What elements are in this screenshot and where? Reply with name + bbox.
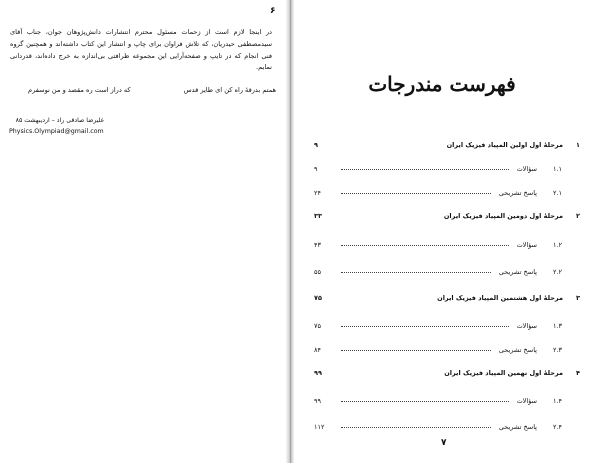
toc-page-number: ۷۵ <box>314 322 321 330</box>
left-page <box>0 0 286 463</box>
toc-section-row <box>294 423 590 435</box>
poem-first-hemistich: همتم بدرقهٔ راه کن ای طایر قدس <box>183 86 276 94</box>
toc-entry-label: سؤالات <box>516 322 537 330</box>
toc-dot-leader <box>341 350 491 351</box>
toc-entry-label: مرحلهٔ اول نهمین المپیاد فیزیک ایران <box>444 369 563 377</box>
toc-page-number: ۲۴ <box>314 189 321 197</box>
toc-page-number: ۹۹ <box>314 397 321 405</box>
toc-entry-label: مرحلهٔ اول اولین المپیاد فیزیک ایران <box>446 141 563 149</box>
toc-section-row <box>294 189 590 201</box>
toc-page-number: ۱۱۲ <box>314 423 325 431</box>
toc-page-number: ۸۴ <box>314 346 321 354</box>
toc-entry-label: مرحلهٔ اول دومین المپیاد فیزیک ایران <box>443 212 563 220</box>
toc-entry-number: ۱.۲ <box>552 241 562 249</box>
toc-entry-label: پاسخ تشریحی <box>498 346 537 354</box>
toc-dot-leader <box>341 427 491 428</box>
toc-entry-number: ۲.۳ <box>552 346 562 354</box>
toc-entry-number: ۲.۲ <box>552 268 562 276</box>
poem-second-hemistich: که دراز است ره مقصد و من نوسفرم <box>28 86 131 94</box>
toc-section-row <box>294 241 590 253</box>
toc-entry-number: ۲.۴ <box>552 423 562 431</box>
toc-entry-number: ۱.۴ <box>552 397 562 405</box>
toc-title: فهرست مندرجات <box>368 72 516 96</box>
toc-entry-number: ۱.۱ <box>552 165 562 173</box>
toc-entry-number: ۲.۱ <box>552 189 562 197</box>
toc-page-number: ۵۵ <box>314 268 321 276</box>
toc-chapter-row <box>294 369 590 381</box>
toc-page-number: ۹۹ <box>314 369 322 377</box>
toc-page-number: ۴۳ <box>314 241 321 249</box>
toc-page-number: ۳۳ <box>314 212 322 220</box>
toc-section-row <box>294 346 590 358</box>
toc-dot-leader <box>341 272 491 273</box>
left-page-number: ۶ <box>270 6 276 16</box>
toc-page-number: ۷۵ <box>314 294 322 302</box>
toc-entry-label: پاسخ تشریحی <box>498 268 537 276</box>
book-gutter <box>286 0 294 463</box>
acknowledgement-paragraph: در اینجا لازم است از زحمات مسئول محترم انتشارات دانش‌پژوهان جوان، جناب آقای سیدمصطفی حیدریان، که تلاش فراوان برای چاپ و انتشار این کتاب داشته‌اند و همچنین گروه فنی انجام که در تایپ و صفحه‌آرایی این مجموعه ظرافتی بی‌اندازه به خرج داده‌اند، قدردانی نمایم. <box>10 28 272 72</box>
right-page-number: ۷ <box>441 438 447 448</box>
toc-entry-label: سؤالات <box>516 165 537 173</box>
toc-entry-label: سؤالات <box>516 241 537 249</box>
toc-entry-number: ۱ <box>576 141 580 149</box>
toc-entry-label: پاسخ تشریحی <box>498 189 537 197</box>
table-of-contents <box>294 0 590 463</box>
author-signature: علیرضا صادقی راد – اردیبهشت ۸۵ <box>15 117 105 124</box>
toc-dot-leader <box>341 245 509 246</box>
toc-dot-leader <box>341 169 509 170</box>
toc-entry-label: مرحلهٔ اول هشتمین المپیاد فیزیک ایران <box>437 294 563 302</box>
toc-page-number: ۹ <box>314 141 318 149</box>
poem-verse <box>20 86 276 98</box>
toc-chapter-row <box>294 294 590 306</box>
toc-chapter-row <box>294 212 590 224</box>
toc-entry-number: ۴ <box>576 369 580 377</box>
toc-section-row <box>294 268 590 280</box>
toc-entry-number: ۲ <box>576 212 580 220</box>
toc-section-row <box>294 397 590 409</box>
toc-dot-leader <box>341 401 509 402</box>
toc-section-row <box>294 322 590 334</box>
author-email: Physics.Olympiad@gmail.com <box>9 128 104 135</box>
toc-entry-label: سؤالات <box>516 397 537 405</box>
toc-dot-leader <box>341 193 491 194</box>
toc-entry-label: پاسخ تشریحی <box>498 423 537 431</box>
toc-page-number: ۹ <box>314 165 318 173</box>
toc-entry-number: ۱.۳ <box>552 322 562 330</box>
toc-section-row <box>294 165 590 177</box>
toc-dot-leader <box>341 326 509 327</box>
toc-entry-number: ۳ <box>576 294 580 302</box>
toc-chapter-row <box>294 141 590 153</box>
